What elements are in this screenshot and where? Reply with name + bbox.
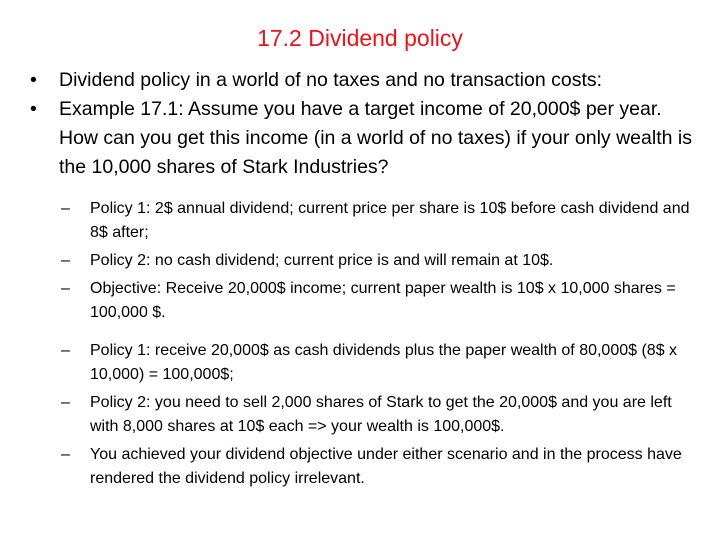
sub-bullet-text: Policy 2: you need to sell 2,000 shares of Stark to get the 20,000$ and you are left with 8,000 shares at 10$ each => your wealth is 100,000$. bbox=[90, 394, 672, 435]
dash-icon: – bbox=[61, 342, 70, 359]
sub-bullet-group-2 bbox=[61, 339, 700, 491]
dash-icon: – bbox=[61, 446, 70, 463]
sub-bullet-text: Policy 1: 2$ annual dividend; current price per share is 10$ before cash dividend and 8$ after; bbox=[90, 200, 690, 241]
sub-bullet-item bbox=[61, 197, 700, 245]
sub-bullet-item bbox=[61, 277, 700, 325]
bullet-item bbox=[30, 66, 700, 95]
slide-title: 17.2 Dividend policy bbox=[257, 25, 463, 51]
sub-bullet-item bbox=[61, 443, 700, 491]
sub-bullet-text: You achieved your dividend objective under either scenario and in the process have rendered the dividend policy irrelevant. bbox=[90, 446, 682, 487]
dash-icon: – bbox=[61, 394, 70, 411]
dash-icon: – bbox=[61, 200, 70, 217]
sub-bullet-text: Policy 1: receive 20,000$ as cash dividends plus the paper wealth of 80,000$ (8$ x 10,000) = 100,000$; bbox=[90, 342, 678, 383]
bullet-list bbox=[30, 66, 700, 491]
bullet-text: Example 17.1: Assume you have a target income of 20,000$ per year. How can you get this income (in a world of no taxes) if your only wealth is the 10,000 shares of Stark Industries? bbox=[59, 98, 692, 178]
sub-bullet-group-1 bbox=[61, 197, 700, 325]
dash-icon: – bbox=[61, 280, 70, 297]
dash-icon: – bbox=[61, 252, 70, 269]
bullet-text: Dividend policy in a world of no taxes and no transaction costs: bbox=[59, 69, 603, 91]
bullet-dot-icon: • bbox=[30, 98, 37, 120]
sub-bullet-text: Policy 2: no cash dividend; current price is and will remain at 10$. bbox=[90, 252, 554, 269]
sub-bullet-item bbox=[61, 339, 700, 387]
bullet-item bbox=[30, 95, 700, 182]
sub-bullet-text: Objective: Receive 20,000$ income; current paper wealth is 10$ x 10,000 shares = 100,000 $. bbox=[90, 280, 676, 321]
sub-bullet-item bbox=[61, 391, 700, 439]
sub-bullet-item bbox=[61, 249, 700, 273]
bullet-dot-icon: • bbox=[30, 69, 37, 91]
